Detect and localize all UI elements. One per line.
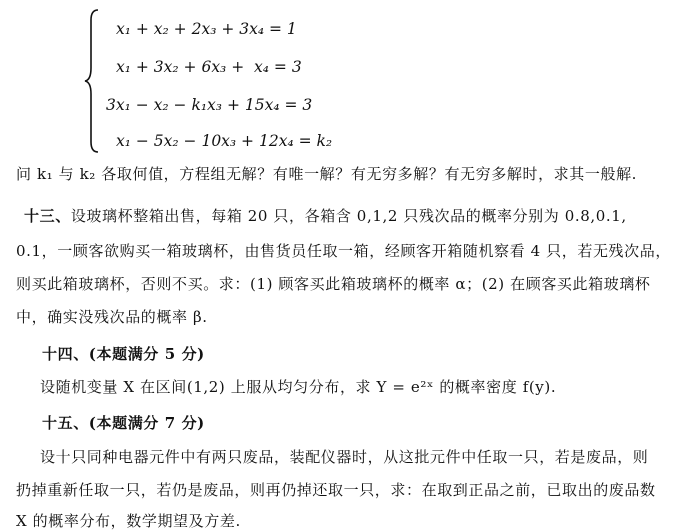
q15-line-3: X 的概率分布，数学期望及方差.: [16, 512, 241, 530]
q15-line-1: 设十只同种电器元件中有两只废品，装配仪器时，从这批元件中任取一只，若是废品，则: [40, 448, 649, 466]
q13-line-1: [24, 205, 627, 226]
q12-question: 问 k₁ 与 k₂ 各取何值，方程组无解？有唯一解？有无穷多解？有无穷多解时，求其一般解.: [16, 165, 638, 183]
equation-4: x₁ − 5x₂ − 10x₃ + 12x₄ = k₂: [116, 132, 333, 150]
q15-header: 十五、(本题满分 7 分): [42, 414, 205, 432]
q13-line-4: 中，确实没残次品的概率 β.: [16, 308, 208, 326]
q13-text-1: 设玻璃杯整箱出售，每箱 20 只，各箱含 0,1,2 只残次品的概率分别为 0.8,0.1,: [70, 207, 627, 225]
q13-line-3: 则买此箱玻璃杯，否则不买。求：(1) 顾客买此箱玻璃杯的概率 α；(2) 在顾客买此箱玻璃杯: [16, 275, 651, 293]
q14-header: 十四、(本题满分 5 分): [42, 345, 205, 363]
equation-system: [82, 6, 382, 156]
equation-1: x₁ + x₂ + 2x₃ + 3x₄ = 1: [116, 20, 297, 38]
equation-2: x₁ + 3x₂ + 6x₃ + x₄ = 3: [116, 58, 302, 76]
q13-line-2: 0.1，一顾客欲购买一箱玻璃杯，由售货员任取一箱，经顾客开箱随机察看 4 只，若无残次品，: [16, 242, 671, 260]
left-brace-icon: [82, 6, 104, 156]
q13-label: 十三、: [24, 207, 71, 225]
q15-line-2: 扔掉重新任取一只，若仍是废品，则再仍掉还取一只，求：在取到正品之前，已取出的废品数: [16, 481, 656, 499]
q14-body: 设随机变量 X 在区间(1,2) 上服从均匀分布，求 Y = e²ˣ 的概率密度 f(y).: [40, 378, 557, 396]
equation-3: 3x₁ − x₂ − k₁x₃ + 15x₄ = 3: [106, 96, 313, 114]
